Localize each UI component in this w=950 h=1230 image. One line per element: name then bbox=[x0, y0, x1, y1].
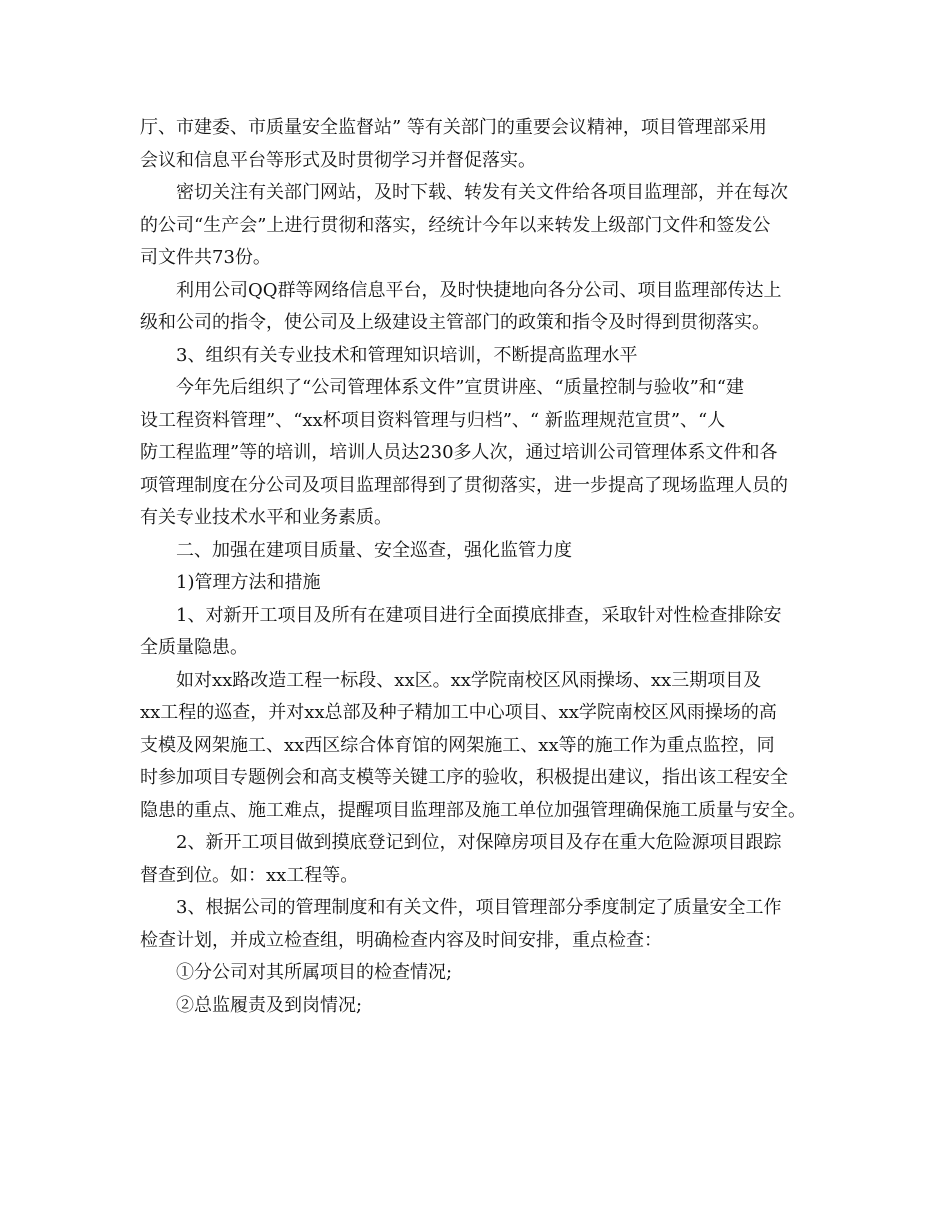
paragraph-start: 1、对新开工项目及所有在建项目进行全面摸底排查，采取针对性检查排除安 bbox=[176, 604, 782, 626]
text-line: 全质量隐患。 bbox=[140, 637, 248, 658]
text-line: xx工程的巡查，并对xx总部及种子精加工中心项目、xx学院南校区风雨操场的高 bbox=[140, 702, 777, 723]
text-line: 厅、市建委、市质量安全监督站” 等有关部门的重要会议精神，项目管理部采用 bbox=[140, 117, 767, 138]
text-line: 司文件共73份。 bbox=[140, 247, 271, 268]
text-line: 的公司“生产会”上进行贯彻和落实，经统计今年以来转发上级部门文件和签发公 bbox=[140, 214, 771, 236]
text-line: 时参加项目专题例会和高支模等关键工序的验收，积极提出建议，指出该工程安全 bbox=[140, 767, 788, 788]
text-line: 设工程资料管理”、“xx杯项目资料管理与归档”、“ 新监理规范宣贯”、“人 bbox=[140, 409, 726, 431]
text-line: 隐患的重点、施工难点，提醒项目监理部及施工单位加强管理确保施工质量与安全。 bbox=[140, 799, 806, 821]
paragraph-start: 如对xx路改造工程一标段、xx区。xx学院南校区风雨操场、xx三期项目及 bbox=[176, 669, 762, 691]
paragraph-start: 2、新开工项目做到摸底登记到位，对保障房项目及存在重大危险源项目跟踪 bbox=[176, 832, 782, 853]
paragraph-start: 今年先后组织了“公司管理体系文件”宣贯讲座、“质量控制与验收”和“建 bbox=[176, 377, 745, 398]
list-item: ①分公司对其所属项目的检查情况; bbox=[176, 962, 453, 983]
subsection-heading: 1)管理方法和措施 bbox=[176, 572, 321, 593]
text-line: 项管理制度在分公司及项目监理部得到了贯彻落实，进一步提高了现场监理人员的 bbox=[140, 474, 788, 496]
text-line: 检查计划，并成立检查组，明确检查内容及时间安排，重点检查： bbox=[140, 929, 662, 951]
text-line: 会议和信息平台等形式及时贯彻学习并督促落实。 bbox=[140, 149, 536, 171]
text-line: 防工程监理”等的培训，培训人员达230多人次，通过培训公司管理体系文件和各 bbox=[140, 442, 778, 463]
text-line: 支模及网架施工、xx西区综合体育馆的网架施工、xx等的施工作为重点监控，同 bbox=[140, 734, 775, 756]
section-heading: 3、组织有关专业技术和管理知识培训，不断提高监理水平 bbox=[176, 344, 638, 366]
text-line: 有关专业技术水平和业务素质。 bbox=[140, 507, 392, 528]
document-page bbox=[140, 112, 820, 1022]
text-line: 级和公司的指令，使公司及上级建设主管部门的政策和指令及时得到贯彻落实。 bbox=[140, 312, 770, 333]
paragraph-start: 利用公司QQ群等网络信息平台，及时快捷地向各分公司、项目监理部传达上 bbox=[176, 279, 782, 301]
text-line: 督查到位。如：xx工程等。 bbox=[140, 864, 359, 886]
section-heading: 二、加强在建项目质量、安全巡查，强化监管力度 bbox=[176, 539, 572, 561]
paragraph-start: 3、根据公司的管理制度和有关文件，项目管理部分季度制定了质量安全工作 bbox=[176, 897, 782, 918]
list-item: ②总监履责及到岗情况; bbox=[176, 994, 363, 1016]
paragraph-start: 密切关注有关部门网站，及时下载、转发有关文件给各项目监理部，并在每次 bbox=[176, 182, 788, 203]
